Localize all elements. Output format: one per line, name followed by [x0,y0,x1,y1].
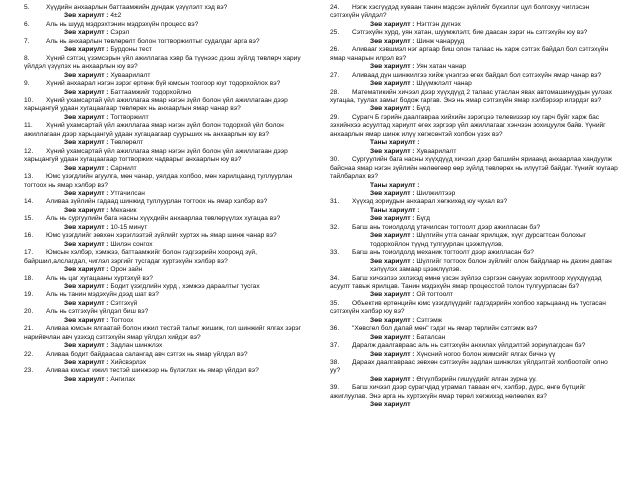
question-number: 34. [330,274,340,282]
answer-line [330,190,618,198]
answer-label: Зөв хариулт : [64,282,109,290]
answer-line [330,232,618,249]
answer-line [24,317,312,325]
question-item [24,291,312,299]
answer-value: Өгүүлбэрийн гишүүдийг ялган зурна уу. [416,375,537,383]
answer-value: Задлан шинжлэх [110,342,163,350]
question-number: 6. [24,20,30,28]
question-text: Багш хичээл дээр сурагчдад уграмал таваан өгч, хэлбэр, дүрс, өнгө бүтцийг ажиглуулав. Энэ арга нь хуртэхүйн ямар төрөл хөгжихэд нөлөөлөх вэ? [330,384,586,400]
question-item [24,275,312,283]
question-number: 26. [330,46,340,54]
answer-label: Зөв хариулт : [370,147,415,155]
answer-value: Шинж чанарууд [416,37,465,45]
answer-value: Тогтоох [110,316,134,324]
answer-label: Зөв хариулт : [370,63,415,71]
answer-line [330,291,618,299]
question-number: 33. [330,249,340,257]
answer-value: Нэгтгэн дүгнэх [416,20,461,28]
answer-line [330,351,618,359]
question-item [24,232,312,240]
question-text: Аль нь сэтгэхүйн үйлдэл биш вэ? [46,308,149,316]
answer-label: Зөв хариулт : [64,164,109,172]
answer-label: Зөв хариулт : [64,316,109,324]
question-item [24,38,312,46]
question-number: 13. [24,173,34,181]
answer-value: Бүгд [416,215,430,223]
answer-value: Баттаамжийг тодорхойлно [110,88,192,96]
question-item [330,249,618,257]
question-number: 8. [24,54,30,62]
question-number: 22. [24,350,34,358]
question-item [330,29,618,37]
answer-line [330,401,618,409]
question-number: 27. [330,71,340,79]
question-text: Даралж даалгавраас аль нь сэтгэхүйн анхилах үйлдэлтэй зориулагдсан бэ? [352,342,586,350]
question-item [24,173,312,190]
question-item [24,249,312,266]
answer-value: Сэтгэмж [416,316,443,324]
question-number: 38. [330,359,340,367]
question-text: Хүний анхаарал нэгэн зэрэг ертөнк бүй юмсын тоогоор юуг тодорхойлох вэ? [46,80,281,88]
answer-value: Тогтворжилт [110,113,149,121]
question-item [24,4,312,12]
answer-value: Ой тогтоолт [416,291,454,299]
answer-label: Зөв хариулт : [64,29,109,37]
question-text: Аль нь цаг хугацааны хуртэхүй вэ? [46,274,153,282]
question-number: 16. [24,232,34,240]
answer-label: Зөв хариулт : [370,215,415,223]
question-item [24,198,312,206]
question-item [330,275,618,292]
answer-label: Зөв хариулт : [370,350,415,358]
answer-label: Зөв хариулт : [64,12,109,20]
selected-answer-label: Таны хариулт : [370,181,420,189]
question-item [24,21,312,29]
answer-line [330,63,618,71]
answer-value: Хийсвэрлэх [110,359,147,367]
answer-value: Төвлөрөлт [110,139,144,147]
question-item [330,359,618,376]
question-text: Объектив ертөнцийн юмс үзэгдлүүдийг гадгэдэрийн холбоо харьцаанд нь тусгасан сэтгэхүйн хэлбэр юу вэ? [330,299,606,316]
answer-label: Зөв хариулт : [370,291,415,299]
answer-value: Шүлгийг тогтоох болон зүйлийг олон байдлаар нь дахин давтан хэлүүлэх замаар цээжлүүлэв. [370,257,612,274]
question-text: Багш хичээлээ эхлэхэд өмнө үзсэн зүйлээ сэргээн санууах зорилгоор хүүхдүүдэд асуулт тавьж ярилцав. Танин мэдэхүйн ямар процесстой толон түлгуурласан бэ? [330,274,602,290]
answer-label: Зөв хариулт : [370,316,415,324]
question-text: Багш ань тоиолдолд механик тогтоолт дээр ажилласан бэ? [352,249,534,257]
answer-label: Зөв хариулт : [64,299,109,307]
question-text: Аливааг хэвшмэл нэг аргаар биш олон талаас нь харж сэтгэх байдал бол сэтгэхүйн ямар чанарын илрэл вэ? [330,46,609,62]
answer-label: Зөв хариулт : [370,232,415,240]
selected-answer-line [330,182,618,190]
question-text: Юмс үзэгдлийг зөвхөн хэрэглээтэй зүйлийг хуртэх нь ямар шинж чанар вэ? [46,232,277,240]
answer-label: Зөв хариулт : [64,139,109,147]
question-text: Аливаа зүйлийн гадаад шинжид туллуурлан тогтоох нь ямар хэлбэр вэ? [46,198,268,206]
question-number: 30. [330,156,340,164]
question-text: Аль нь танин мэдэхүйн дээд шат вэ? [46,291,159,299]
question-number: 35. [330,299,340,307]
question-number: 5. [24,4,30,11]
answer-line [330,80,618,88]
question-text: Хүний ухамсартай үйл ажиллагаа ямар нэгэн зүйл болон үйл ажиллагаан дээр харьцангуй удаан хугацаагаар тогтворжих чадварыг анхаарлын юу вэ? [24,147,288,164]
question-text: Сэтгэхүйн хурд, уян хатан, шуумжлэлт, бие даасан зэрэг нь сэтгэхүйн юу вэ? [352,29,588,37]
question-item [24,351,312,359]
question-item [24,367,312,375]
question-number: 28. [330,88,340,96]
question-text: Юмс үзэгдлийн агуулга, мөн чанар, уялдаа холбоо, мөн харилцаанд туллуурлан тогтоох нь ямар хэлбэр вэ? [24,173,293,189]
question-item [330,46,618,63]
question-text: Дараах даалгавраас зөвхөн сэтгэхүйн задлан шинжлэх үйлдэлтэй холбоотойг олно уу? [330,359,608,375]
answer-label: Зөв хариулт : [64,375,109,383]
question-number: 10. [24,96,34,104]
answer-value: Бурдоны тест [110,46,152,54]
answer-label: Зөв хариулт : [64,359,109,367]
question-text: Хүүдийн анхаарлын баттаамжийн дундаж үзүүлэлт хэд вэ? [46,4,228,11]
answer-value: Баталсан [416,333,446,341]
question-item [330,114,618,139]
question-item [330,89,618,106]
question-text: Аливаа юмсыг ижил тестэй шинжээр нь бүлэглэх нь ямар үйлдэл вэ? [46,367,259,375]
answer-line [24,72,312,80]
answer-label: Зөв хариулт : [370,189,415,197]
question-item [330,384,618,401]
question-number: 37. [330,342,340,350]
answer-line [330,258,618,275]
question-number: 24. [330,4,340,11]
question-number: 36. [330,325,340,333]
selected-answer-line [330,207,618,215]
question-number: 23. [24,367,34,375]
question-number: 11. [24,122,33,130]
question-number: 32. [330,223,340,231]
question-text: Сургуулийн бага насны хүүхдүүд хичээл дээр багшийн яриаанд анхаарлаа хандуулж байснаа ямар нэгэн зүйлийн нөлөөгөөр өөр зүйлд төвлөрөх нь илүүтэй байдаг. Үүнийг юугаар тайлбарлах вэ? [330,156,618,181]
answer-value: Бүгд [416,105,430,113]
question-number: 15. [24,215,34,223]
question-text: Нэгж хэсгүүдэд хуваан танин мэдсэн зүйлийг бүхэллэг цул болгохуу чиглэсэн сэтгэхүйн үйлдэл? [330,4,590,20]
question-text: "Хөвсгөл бол далай мөн" гэдэг нь ямар төрлийн сэтгэмж вэ? [352,325,538,333]
question-text: Аливаа бодит байдаасаа салангад авч сэтгэх нь ямар үйлдэл вэ? [46,350,248,358]
question-number: 19. [24,291,34,299]
question-text: Хүний ухамсартай үйл ажиллагаа ямар нэгэн зүйл болон тодорхой үйл болон ажиллагаан дээр харьцангуй удаан хугацаагаар суурьших нь анхаарлын юу вэ? [24,122,284,138]
question-item [330,325,618,333]
question-text: Аль нь шууд мэдрэхтэнин мэдрэхүйн процесс вэ? [46,20,199,28]
question-text: Аливаад дүн шинжилгээ хийж үнэлгээ өгөх байдал бол сэтгэхүйн ямар чанар вэ? [352,71,602,79]
answer-line [330,105,618,113]
answer-label: Зөв хариулт : [370,20,415,28]
question-text: Математикийн хичээл дээр хүүхдүүд 2 талаас утаслан явах автомашинуудын уулзах хугацаа, туулах замыг бодож гаргав. Энэ нь ямар сэтгэхүйн ямар хэлбэрээр илэрдэг вэ? [330,88,612,104]
question-number: 18. [24,274,34,282]
answer-label: Зөв хариулт : [64,206,109,214]
answer-label: Зөв хариулт : [64,88,109,96]
question-item [24,80,312,88]
answer-line [24,89,312,97]
answer-label: Зөв хариулт : [64,113,109,121]
question-number: 17. [24,249,34,257]
answer-line [24,266,312,274]
answer-label: Зөв хариулт : [370,80,415,88]
selected-answer-line [330,139,618,147]
answer-value: Шилэн сонгох [110,240,153,248]
answer-line [24,29,312,37]
answer-value: Уян хатан чанар [416,63,467,71]
question-item [330,198,618,206]
answer-value: Шүүмжлэлт чанар [416,80,472,88]
answer-label: Зөв хариулт : [64,223,109,231]
answer-label: Зөв хариулт : [64,46,109,54]
answer-line [330,334,618,342]
question-text: Хүүхэд зориудын анхаарал хөгжихөд юу чухал вэ? [352,198,508,206]
answer-label: Зөв хариулт : [64,189,109,197]
question-item [24,308,312,316]
question-number: 9. [24,80,30,88]
answer-line [24,342,312,350]
question-item [24,325,312,342]
question-number: 12. [24,147,34,155]
answer-label: Зөв хариулт : [370,105,415,113]
question-item [330,300,618,317]
selected-answer-label: Таны хариулт : [370,206,420,214]
question-item [330,224,618,232]
question-item [24,215,312,223]
answer-line [24,46,312,54]
answer-value: 4±2 [110,12,122,20]
question-number: 21. [24,325,34,333]
question-item [330,342,618,350]
left-column [24,4,312,410]
selected-answer-label: Таны хариулт : [370,139,420,147]
question-text: Юмсын хэлбэр, хэмжээ, баттаамжийг болон гэдгээрийн хооронд зүй, байршил,алслагдал, чиглэл зэргийг тусгадаг хуртэхүйн хэлбэр вэ? [24,249,257,265]
answer-value: Сэтгэхүй [110,299,138,307]
question-text: Сурагч Б гэрийн даалгавраа хийхийн зэрэгцээ телевизээр юу гарч буйг харж бас зэхийнхээ асуултад хариулт өгөх зэргээр үйл ажиллагааг хэнчээн зохицуулж байв. Үүнийг анхаарлын ямар шинж илүү хөгжсөнтэй холбон үзэх вэ? [330,113,606,138]
answer-label: Зөв хариулт : [64,240,109,248]
answer-line [24,165,312,173]
question-number: 25. [330,29,340,37]
answer-value: Сэрэл [110,29,130,37]
answer-line [24,376,312,384]
answer-line [330,215,618,223]
answer-label: Зөв хариулт : [370,37,415,45]
answer-line [330,38,618,46]
answer-line [24,224,312,232]
answer-label: Зөв хариулт : [370,333,415,341]
question-text: Аль нь анхаарлын төвлөрөлт болон тогтворжилтыг судалдаг арга вэ? [46,37,260,45]
answer-line [24,241,312,249]
answer-value: Орон зайн [110,266,143,274]
question-number: 20. [24,308,34,316]
answer-value: Шилжилтээр [416,189,456,197]
answer-label: Зөв хариулт [370,401,411,409]
question-number: 14. [24,198,34,206]
question-text: Аливаа юмсын ялгаатай болон ижил тестэй талыг жишиж, гол шинжийг ялгах зэрэг нарийвчлан авч үзэхэд сэтгэхүйн ямар үйлдэл хийдэг вэ? [24,325,302,341]
answer-label: Зөв хариулт : [370,257,415,265]
answer-value: Ангилах [110,375,136,383]
answer-value: Механик [110,206,137,214]
question-item [24,148,312,165]
question-number: 29. [330,113,340,121]
question-number: 31. [330,198,340,206]
question-item [330,72,618,80]
question-item [24,122,312,139]
answer-value: 10-15 минут [110,223,148,231]
answer-line [24,139,312,147]
question-item [330,4,618,21]
answer-line [24,12,312,20]
answer-label: Зөв хариулт : [64,342,109,350]
question-text: Аль нь сургуулийн бага насны хүүхдийн анхаарлаа төвлөрүүлэх хугацаа вэ? [46,215,281,223]
answer-label: Зөв хариулт : [64,266,109,274]
right-column [330,4,618,410]
answer-value: Сарнилт [110,164,137,172]
answer-label: Зөв хариулт : [64,71,109,79]
question-text: Хүний сэтгэц үзэмсэрын үйл ажиллагаа хэвр ба түүнээс дээш зүйлд төвлөрч хариу үйлдэл үзүүлэх нь анхаарлын юу вэ? [24,54,301,71]
answer-line [330,317,618,325]
answer-value: Хүнсний ногоо болон жимсийг ялгах бичнэ үү [416,350,556,358]
answer-value: Шүлгийн утга санааг ярилцаж, хүүг дурсагтсан болохыг тодорхойлон түүнд тулгуурлан цээжлүүлэв. [370,232,587,248]
question-item [24,97,312,114]
answer-label: Зөв хариулт : [370,375,415,383]
answer-value: Хуваарилалт [110,71,151,79]
answer-value: Бодит үзэгдлийн хурд , хэмжээ дараалтыг тусгах [110,282,260,290]
question-item [330,156,618,181]
question-item [24,55,312,72]
question-text: Хүний ухамсартай үйл ажиллагаа ямар нэгэн зүйл болон үйл ажиллагаан дээр харьцангуй удаан хугацаагаар төвлөрөх нь анхаарлын ямар чанар вэ? [24,96,288,113]
question-text: Багш ань тоиолдолд утачилсан тогтоолт дээр ажилласан бэ? [352,223,541,231]
question-number: 7. [24,37,30,45]
question-number: 39. [330,384,340,392]
answer-value: Хуваарилалт [416,147,457,155]
answer-value: Утгачилсан [110,189,145,197]
answer-line [330,148,618,156]
